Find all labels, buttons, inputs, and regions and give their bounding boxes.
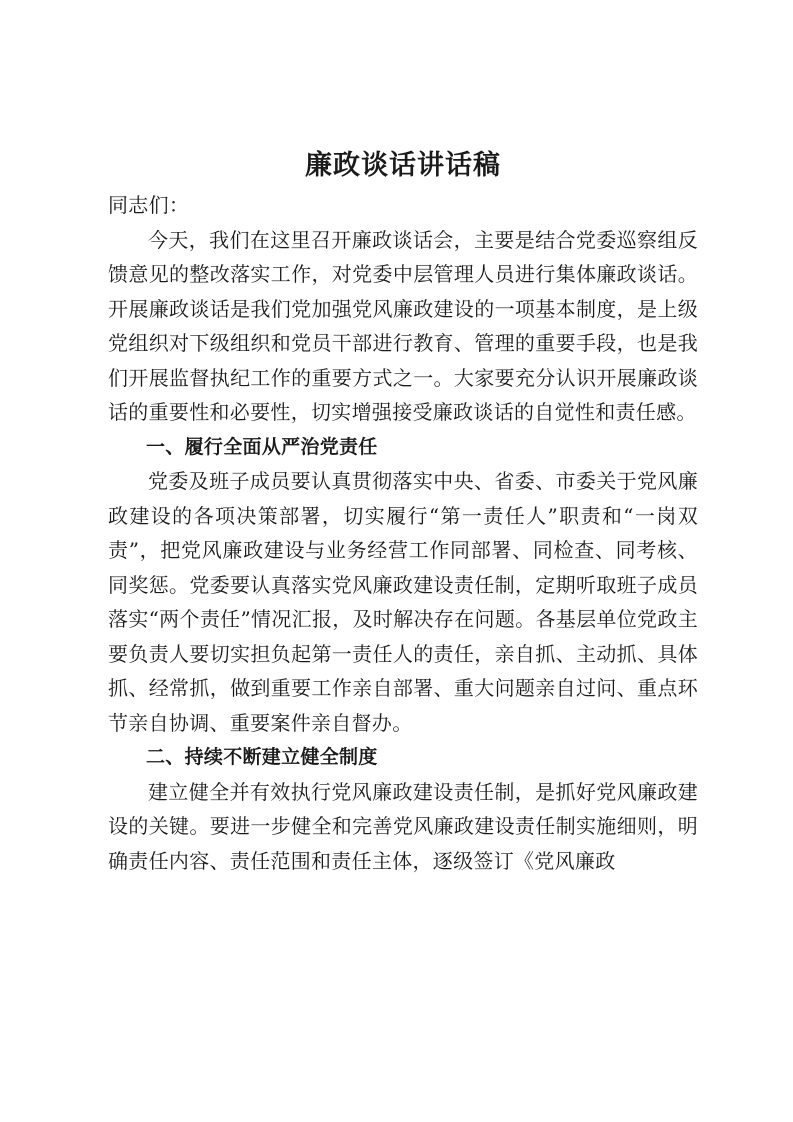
section-paragraph-1: 党委及班子成员要认真贯彻落实中央、省委、市委关于党风廉政建设的各项决策部署，切实履行“第一责任人”职责和“一岗双责”，把党风廉政建设与业务经营工作同部署、同检查、同考核、同奖惩。党委要认真落实党风廉政建设责任制，定期听取班子成员落实“两个责任”情况汇报，及时解决存在问题。各基层单位党政主要负责人要切实担负起第一责任人的责任，亲自抓、主动抓、具体抓、经常抓，做到重要工作亲自部署、重大问题亲自过问、重点环节亲自协调、重要案件亲自督办。: [108, 469, 698, 735]
salutation: 同志们：: [108, 193, 190, 217]
section-heading-1: 一、履行全面从严治党责任: [146, 435, 378, 458]
section-paragraph-2: 建立健全并有效执行党风廉政建设责任制，是抓好党风廉政建设的关键。要进一步健全和完善党风廉政建设责任制实施细则，明确责任内容、责任范围和责任主体，逐级签订《党风廉政: [108, 779, 698, 873]
document-title: 廉政谈话讲话稿: [305, 150, 501, 181]
intro-paragraph: 今天，我们在这里召开廉政谈话会，主要是结合党委巡察组反馈意见的整改落实工作，对党委中层管理人员进行集体廉政谈话。开展廉政谈话是我们党加强党风廉政建设的一项基本制度，是上级党组织对下级组织和党员干部进行教育、管理的重要手段，也是我们开展监督执纪工作的重要方式之一。大家要充分认识开展廉政谈话的重要性和必要性，切实增强接受廉政谈话的自觉性和责任感。: [108, 227, 698, 424]
document-body: [108, 146, 698, 878]
section-heading-2: 二、持续不断建立健全制度: [146, 746, 378, 768]
